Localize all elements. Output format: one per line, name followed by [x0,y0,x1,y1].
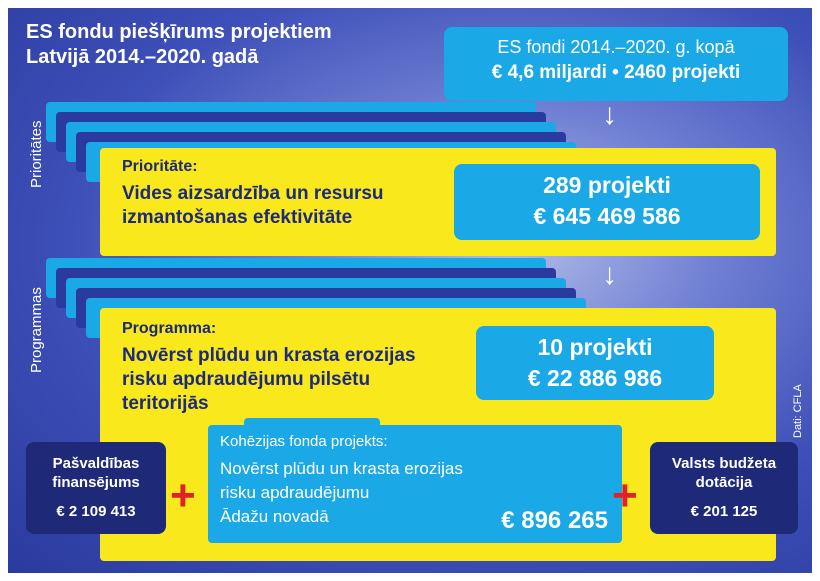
down-arrow-icon: ↓ [602,98,617,131]
municipal-funding-box: Pašvaldības finansējums € 2 109 413 [26,442,166,534]
plus-icon: + [170,471,196,520]
program-amount: € 22 886 986 [527,365,663,391]
priority-description: Vides aizsardzība un resursu izmantošanas efektivitāte [122,183,384,228]
project-amount: € 896 265 [501,507,608,534]
priority-stats-box [454,164,760,240]
priority-projects: 289 projekti [543,172,671,198]
down-arrow-icon: ↓ [602,258,617,291]
program-description: Novērst plūdu un krasta erozijas risku apdraudējumu pilsētu teritorijās [122,345,416,414]
priorities-side-label: Prioritātes [28,120,45,188]
priority-amount: € 645 469 586 [533,203,681,229]
project-description: Novērst plūdu un krasta erozijas risku apdraudējumu Ādažu novadā [220,459,463,526]
state-amount: € 201 125 [690,503,758,520]
program-stats-box [476,326,714,400]
programs-side-label: Programmas [28,287,45,373]
program-projects: 10 projekti [537,334,653,360]
plus-icon: + [612,471,638,520]
page-title: ES fondu piešķīrums projektiem Latvijā 2014.–2020. gadā [26,21,332,68]
total-summary-box [444,27,788,101]
data-source-credit: Dati: CFLA [792,384,804,438]
total-summary-value: € 4,6 miljardi • 2460 projekti [491,62,741,83]
project-box [208,425,622,543]
municipal-amount: € 2 109 413 [56,503,136,520]
priority-label: Prioritāte: [122,158,198,175]
program-label: Programma: [122,320,217,337]
state-budget-box: Valsts budžeta dotācija € 201 125 [650,442,798,534]
project-label: Kohēzijas fonda projekts: [220,433,388,450]
total-summary-label: ES fondi 2014.–2020. g. kopā [497,37,735,57]
infographic [8,8,812,573]
